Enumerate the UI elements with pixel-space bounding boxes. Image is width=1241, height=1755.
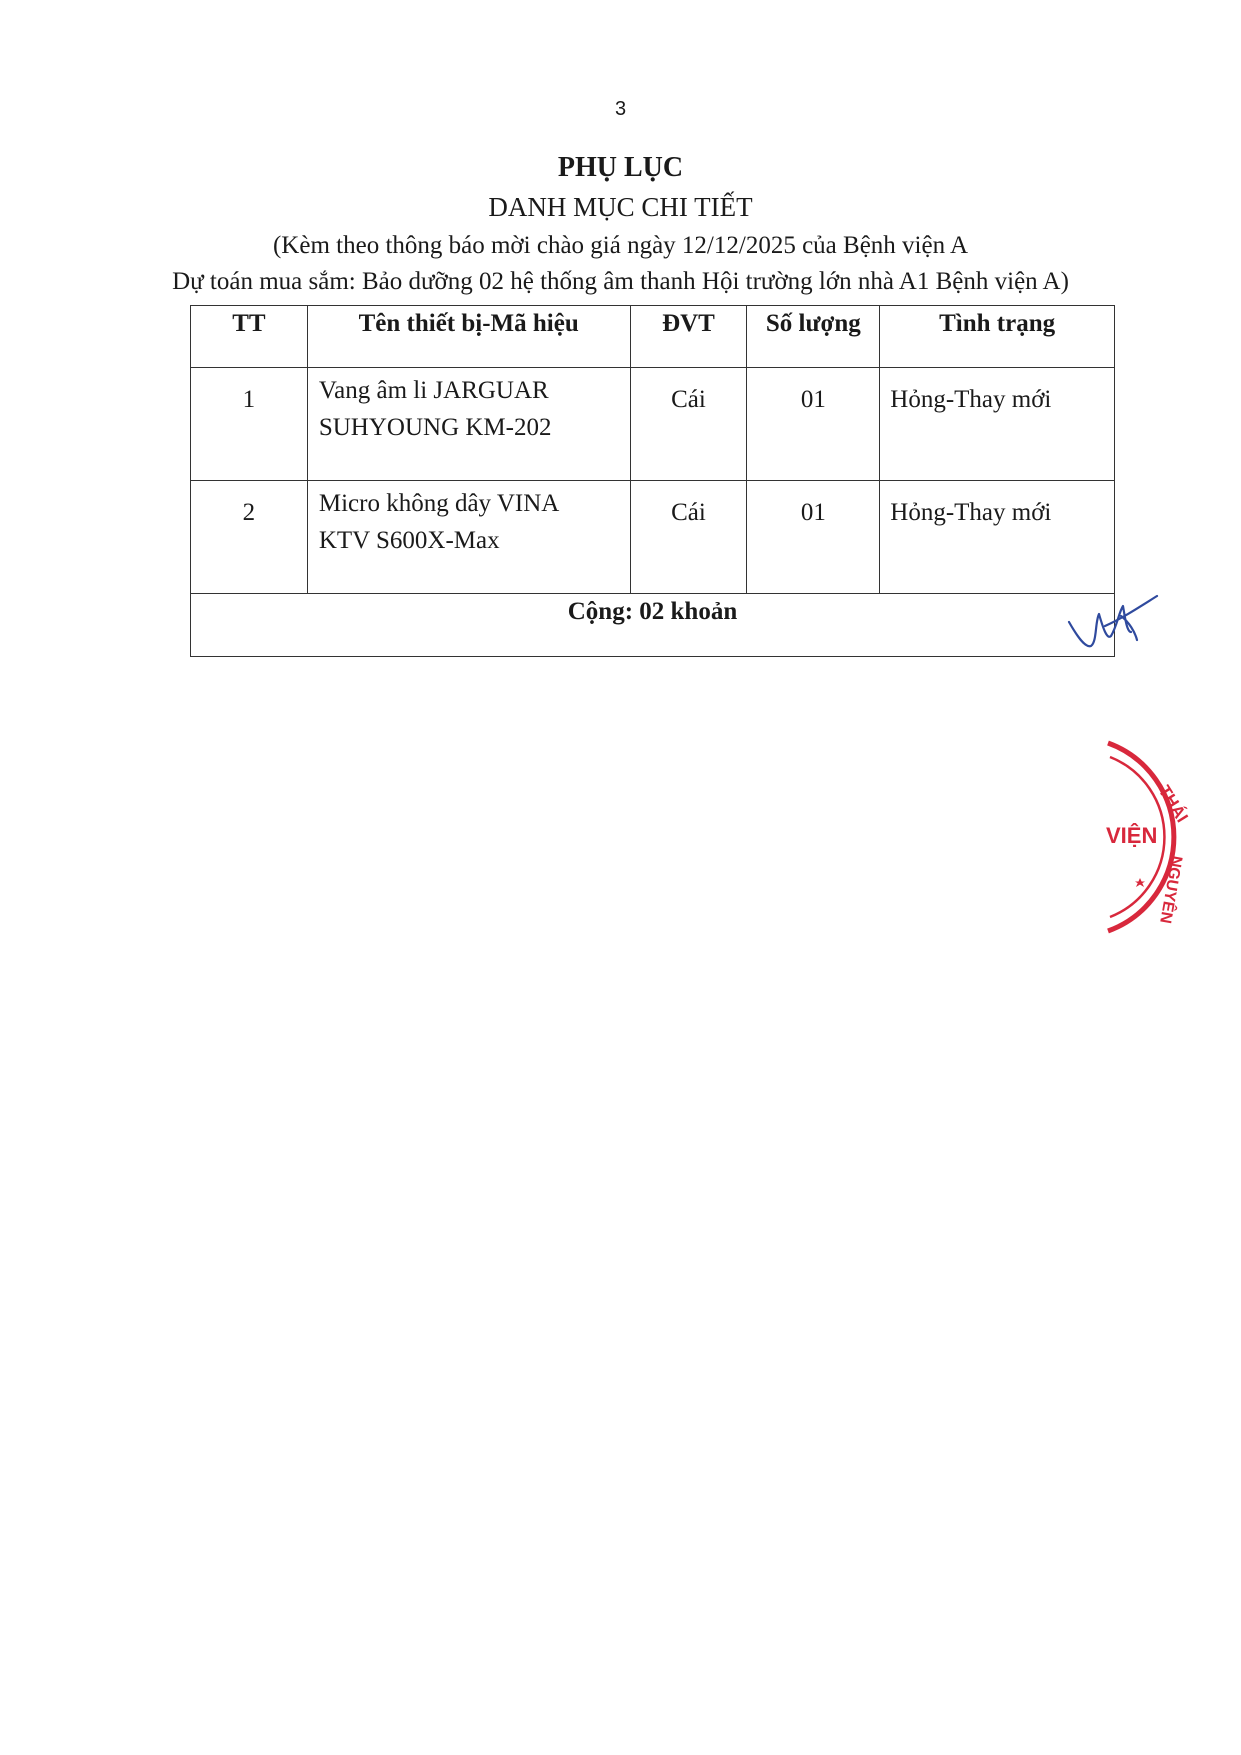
row-tt: 1 <box>191 368 308 481</box>
row-name-line2: KTV S600X-Max <box>318 527 500 554</box>
header-unit: ĐVT <box>630 306 747 368</box>
row-name-line1: Vang âm li JARGUAR <box>318 377 549 404</box>
header-quantity: Số lượng <box>747 306 880 368</box>
table-header-row <box>191 306 1115 368</box>
table-row <box>191 368 1115 481</box>
row-quantity: 01 <box>747 368 880 481</box>
stamp-text-top: THÁI <box>1154 782 1192 826</box>
row-unit: Cái <box>630 368 747 481</box>
page-number: 3 <box>614 98 627 120</box>
handwritten-signature <box>1065 592 1160 654</box>
table-total: Cộng: 02 khoản <box>191 594 1115 657</box>
row-name <box>307 481 630 594</box>
row-name <box>307 368 630 481</box>
stamp-text-bottom: NGUYÊN <box>1156 854 1185 925</box>
header-tt: TT <box>191 306 308 368</box>
document-title: PHỤ LỤC <box>557 152 684 183</box>
attachment-note: (Kèm theo thông báo mời chào giá ngày 12/12/2025 của Bệnh viện A <box>272 232 969 259</box>
row-tt: 2 <box>191 481 308 594</box>
row-unit: Cái <box>630 481 747 594</box>
header-name: Tên thiết bị-Mã hiệu <box>307 306 630 368</box>
procurement-note: Dự toán mua sắm: Bảo dưỡng 02 hệ thống âm thanh Hội trường lớn nhà A1 Bệnh viện A) <box>172 268 1069 295</box>
row-name-line1: Micro không dây VINA <box>318 490 560 517</box>
official-seal <box>1080 735 1220 945</box>
equipment-table <box>190 305 1115 657</box>
header-status: Tình trạng <box>880 306 1115 368</box>
document-subtitle: DANH MỤC CHI TIẾT <box>488 192 753 222</box>
stamp-text-middle: VIỆN <box>1106 823 1158 848</box>
row-quantity: 01 <box>747 481 880 594</box>
row-name-line2: SUHYOUNG KM-202 <box>318 414 552 441</box>
row-status: Hỏng-Thay mới <box>880 481 1115 594</box>
table-total-row <box>191 594 1115 657</box>
row-status: Hỏng-Thay mới <box>880 368 1115 481</box>
table-row <box>191 481 1115 594</box>
